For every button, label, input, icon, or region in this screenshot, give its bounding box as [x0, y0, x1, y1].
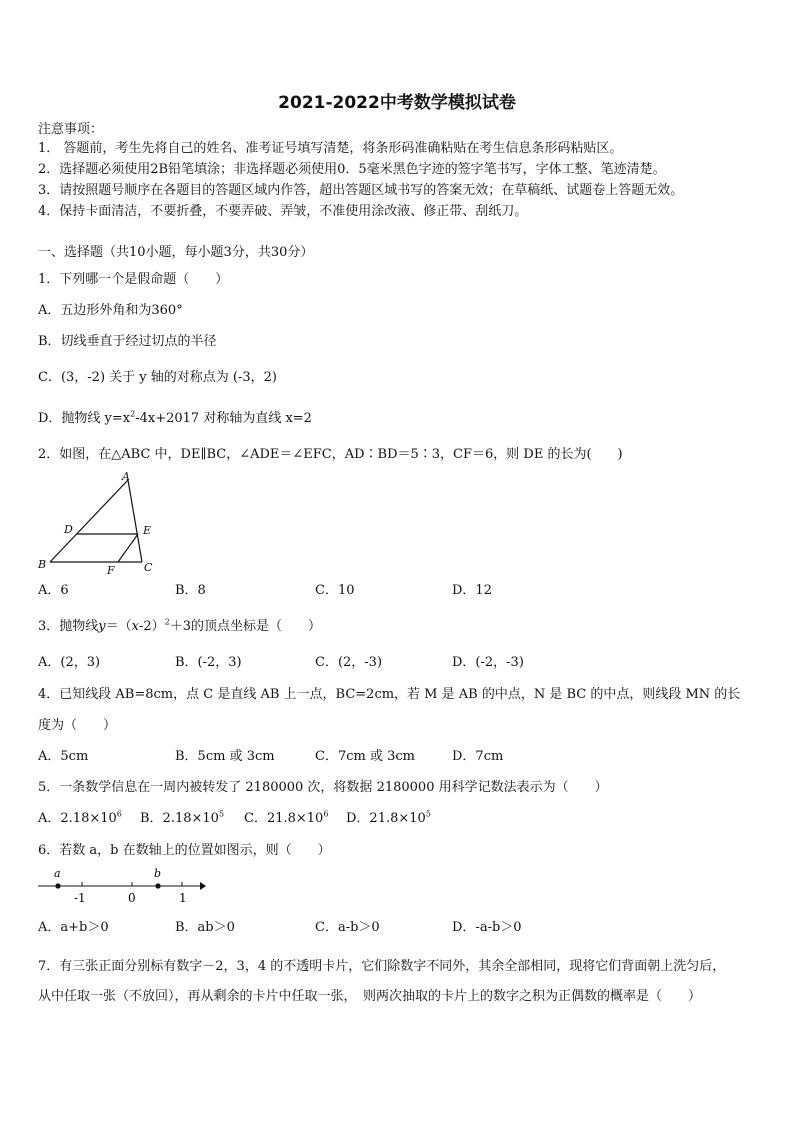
page-title: 2021-2022中考数学模拟试卷	[278, 93, 516, 113]
q4-option-b: B．5cm 或 3cm	[175, 749, 275, 764]
q7-stem-line2: 从中任取一张（不放回），再从剩余的卡片中任取一张， 则两次抽取的卡片上的数字之积为正偶数的概率是（ ）	[38, 989, 702, 1004]
q4-stem-line2: 度为（ ）	[38, 718, 117, 733]
label-d: D	[64, 523, 73, 536]
label-b: B	[38, 558, 47, 571]
tick-label-one: 1	[179, 891, 187, 905]
q5-option-d	[346, 810, 431, 828]
q6-option-a: A．a+b＞0	[38, 920, 109, 935]
q3-option-a: A．(2，3)	[38, 655, 101, 670]
q5-c-sup: 6	[323, 809, 329, 819]
q3-option-b: B．(-2，3)	[175, 655, 242, 670]
notice-heading: 注意事项：	[38, 122, 104, 137]
q2-option-d: D．12	[452, 583, 492, 598]
q1-d-post: -4x+2017 对称轴为直线 x=2	[135, 411, 312, 426]
q4-option-a: A．5cm	[38, 749, 89, 764]
q3-stem-sup: 2	[164, 617, 170, 627]
label-e: E	[143, 524, 152, 537]
tick-label-minus-one: -1	[74, 891, 86, 905]
q3-option-d: D．(-2，-3)	[452, 655, 524, 670]
label-a: a	[54, 867, 61, 880]
q6-option-b: B．ab＞0	[175, 920, 235, 935]
notice-item-4: 4．保持卡面清洁，不要折叠，不要弄破、弄皱，不准使用涂改液、修正带、刮纸刀。	[38, 204, 528, 219]
q1-stem: 1．下列哪一个是假命题（ ）	[38, 272, 229, 287]
section-heading: 一、选择题（共10小题，每小题3分，共30分）	[38, 245, 314, 260]
q1-d-sup: 2	[130, 409, 136, 419]
q3-stem-y: y	[98, 619, 106, 634]
q5-b-pre: B．2.18×10	[140, 811, 219, 826]
q2-stem: 2．如图，在△ABC 中，DE∥BC，∠ADE＝∠EFC，AD∶BD＝5∶3，CF＝6，则 DE 的长为( )	[38, 447, 623, 462]
notice-item-1: 1． 答题前，考生先将自己的姓名、准考证号填写清楚，将条形码准确粘贴在考生信息条形码粘贴区。	[38, 141, 623, 156]
q3-option-c: C．(2，-3)	[315, 655, 383, 670]
number-line-figure	[34, 862, 209, 906]
side-ab	[50, 480, 128, 562]
q2-option-b: B．8	[175, 583, 206, 598]
point-b	[155, 883, 160, 888]
label-c: C	[144, 561, 153, 574]
q1-option-c: C．(3，-2) 关于 y 轴的对称点为 (-3，2)	[38, 370, 277, 385]
q3-stem-m: -2）	[139, 619, 165, 634]
q5-stem: 5．一条数学信息在一周内被转发了 2180000 次，将数据 2180000 用科学记数法表示为（ ）	[38, 780, 608, 795]
q4-option-c: C．7cm 或 3cm	[315, 749, 415, 764]
q5-c-pre: C．21.8×10	[244, 811, 324, 826]
q1-option-a: A．五边形外角和为360°	[38, 303, 183, 318]
q2-option-a: A．6	[38, 583, 69, 598]
q3-stem-eq: ＝（	[105, 619, 132, 634]
q6-option-c: C．a-b＞0	[315, 920, 380, 935]
q2-option-c: C．10	[315, 583, 355, 598]
q5-a-sup: 6	[116, 809, 122, 819]
q3-stem-pre: 3．抛物线	[38, 619, 99, 634]
notice-item-2: 2．选择题必须使用2B铅笔填涂；非选择题必须使用0．5毫米黑色字迹的签字笔书写，字体工整、笔迹清楚。	[38, 162, 666, 177]
q5-a-pre: A．2.18×10	[38, 811, 117, 826]
q1-d-pre: D．抛物线 y=x	[38, 411, 131, 426]
q5-d-pre: D．21.8×10	[346, 811, 426, 826]
label-a: A	[122, 470, 130, 483]
triangle-figure	[34, 468, 164, 578]
q5-d-sup: 5	[425, 809, 431, 819]
arrow-icon	[200, 882, 206, 890]
segment-ef	[118, 534, 138, 562]
q4-stem-line1: 4．已知线段 AB=8cm，点 C 是直线 AB 上一点，BC=2cm，若 M 是 AB 的中点，N 是 BC 的中点，则线段 MN 的长	[38, 687, 741, 702]
q7-stem-line1: 7．有三张正面分别标有数字－2，3，4 的不透明卡片，它们除数字不同外，其余全部相同，现将它们背面朝上洗匀后，	[38, 959, 726, 974]
label-f: F	[107, 564, 115, 577]
q4-option-d: D．7cm	[452, 749, 504, 764]
notice-item-3: 3．请按照题号顺序在各题目的答题区域内作答，超出答题区域书写的答案无效；在草稿纸、试题卷上答题无效。	[38, 183, 684, 198]
point-a	[55, 883, 60, 888]
q1-option-b: B．切线垂直于经过切点的半径	[38, 334, 217, 349]
q3-stem	[38, 618, 321, 636]
q6-stem: 6．若数 a，b 在数轴上的位置如图示，则（ ）	[38, 843, 331, 858]
q3-stem-x: x	[131, 619, 139, 634]
q5-option-c	[244, 810, 328, 828]
q3-stem-post: ＋3的顶点坐标是（ ）	[169, 619, 322, 634]
tick-label-zero: 0	[128, 891, 136, 905]
side-ac	[128, 480, 142, 562]
q6-option-d: D．-a-b＞0	[452, 920, 522, 935]
q5-option-a	[38, 810, 122, 828]
q5-option-b	[140, 810, 224, 828]
label-b: b	[154, 867, 162, 880]
q1-option-d	[38, 410, 312, 428]
q5-b-sup: 5	[218, 809, 225, 819]
